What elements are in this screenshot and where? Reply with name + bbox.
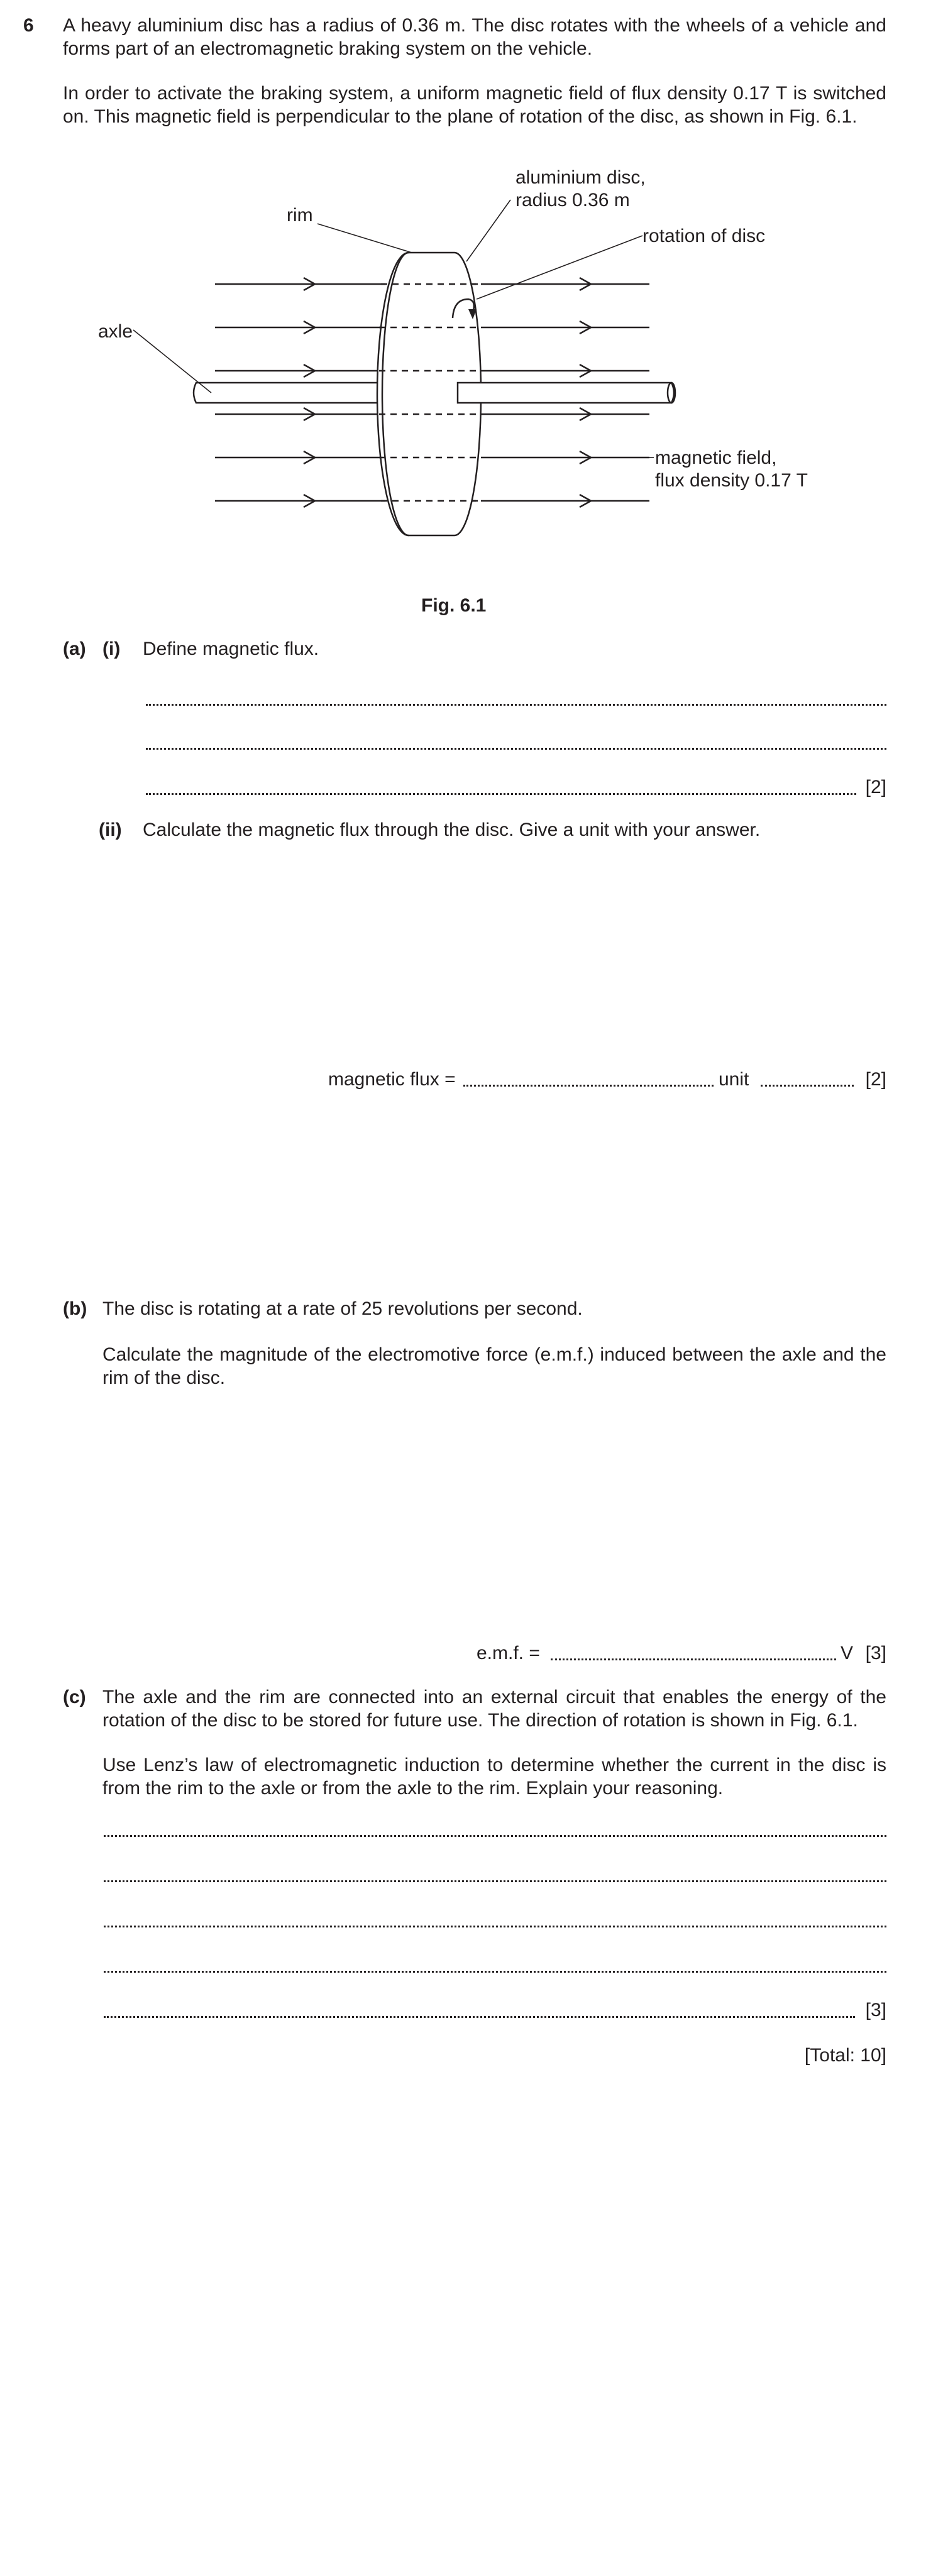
- marks-a-ii: [2]: [865, 1069, 886, 1090]
- emf-unit: V: [841, 1643, 854, 1663]
- answer-line[interactable]: [104, 1971, 886, 1973]
- unit-label: unit: [719, 1069, 749, 1090]
- unit-answer-line[interactable]: [761, 1085, 854, 1087]
- part-a-ii-text: Calculate the magnetic flux through the disc. Give a unit with your answer.: [143, 819, 761, 840]
- marks-c: [3]: [865, 2000, 886, 2020]
- part-b-text-1: The disc is rotating at a rate of 25 revolutions per second.: [102, 1298, 583, 1319]
- figure-caption: Fig. 6.1: [421, 595, 487, 616]
- marks-a-i: [2]: [865, 777, 886, 797]
- figure-disc-diagram: [0, 157, 943, 572]
- emf-answer-line[interactable]: [551, 1658, 836, 1660]
- magnetic-flux-answer-label: magnetic flux =: [328, 1069, 456, 1090]
- label-disc-line2: radius 0.36 m: [516, 190, 630, 211]
- part-a-label: (a): [63, 639, 86, 659]
- label-disc-line1: aluminium disc,: [516, 167, 646, 188]
- answer-line[interactable]: [146, 793, 856, 795]
- part-b-text-2: Calculate the magnitude of the electromotive force (e.m.f.) induced between the axle and the rim of the disc.: [102, 1344, 886, 1388]
- part-c-text-1: The axle and the rim are connected into an external circuit that enables the energy of the rotation of the disc to be stored for future use. The direction of rotation is shown in Fig. 6.1.: [102, 1687, 886, 1731]
- part-a-i-text: Define magnetic flux.: [143, 639, 319, 659]
- label-rim: rim: [287, 205, 313, 226]
- question-number: 6: [23, 15, 34, 36]
- question-intro-1: A heavy aluminium disc has a radius of 0.36 m. The disc rotates with the wheels of a vehicle and forms part of an electromagnetic braking system on the vehicle.: [63, 15, 886, 59]
- part-a-ii-label: (ii): [99, 819, 122, 840]
- emf-answer-label: e.m.f. =: [477, 1643, 540, 1663]
- part-b-label: (b): [63, 1298, 87, 1319]
- answer-line[interactable]: [146, 748, 886, 750]
- magnetic-flux-answer-line[interactable]: [463, 1085, 714, 1087]
- total-marks: [Total: 10]: [804, 2045, 886, 2066]
- label-field-line1: magnetic field,: [655, 447, 777, 468]
- label-axle: axle: [98, 321, 133, 342]
- answer-line[interactable]: [104, 2016, 855, 2018]
- part-c-text-2: Use Lenz’s law of electromagnetic induction to determine whether the current in the disc is from the rim to the axle or from the axle to the rim. Explain your reasoning.: [102, 1755, 886, 1799]
- label-field-line2: flux density 0.17 T: [655, 470, 808, 491]
- answer-line[interactable]: [104, 1835, 886, 1837]
- part-a-i-label: (i): [102, 639, 121, 659]
- question-intro-2: In order to activate the braking system, a uniform magnetic field of flux density 0.17 T is switched on. This magnetic field is perpendicular to the plane of rotation of the disc, as shown in Fig. 6.1.: [63, 83, 886, 127]
- answer-line[interactable]: [104, 1880, 886, 1882]
- answer-line[interactable]: [104, 1926, 886, 1927]
- part-c-label: (c): [63, 1687, 86, 1707]
- answer-line[interactable]: [146, 704, 886, 706]
- label-rotation: rotation of disc: [642, 226, 766, 246]
- marks-b: [3]: [865, 1643, 886, 1663]
